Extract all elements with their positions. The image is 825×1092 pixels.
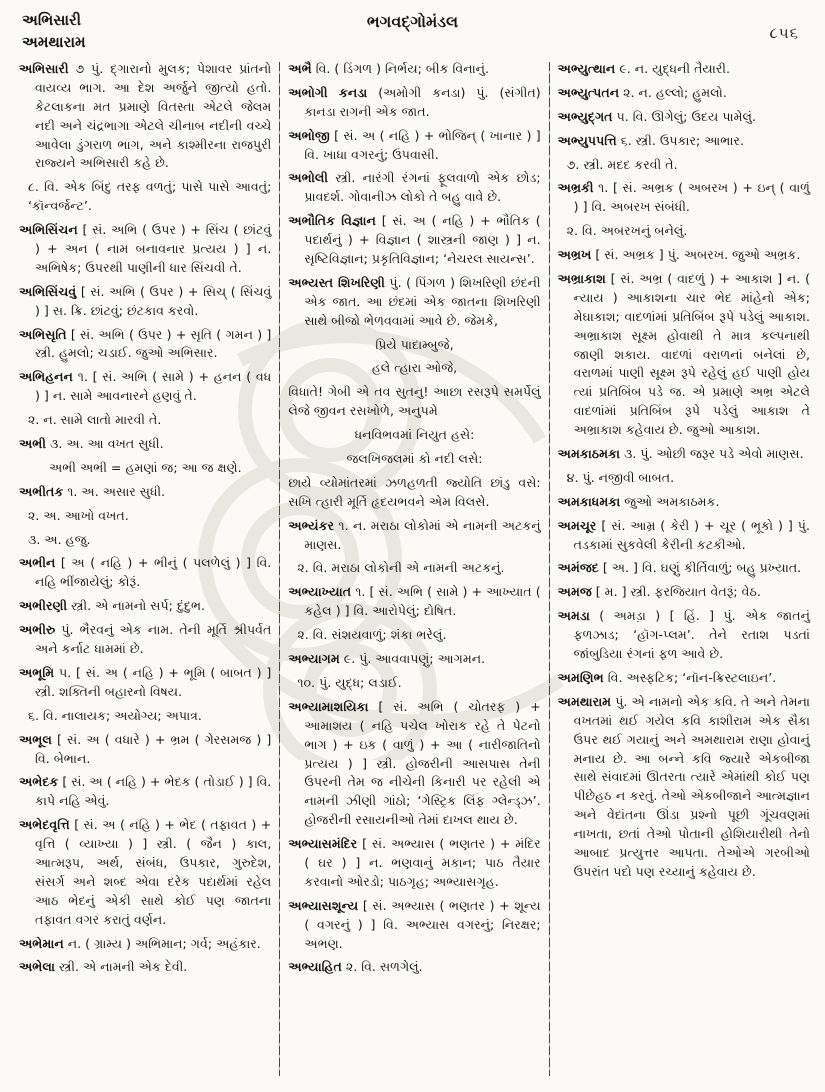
entry-headword: અભેદવૃત્તિ	[19, 817, 70, 833]
dictionary-entry	[288, 517, 540, 555]
entry-continuation	[19, 178, 271, 216]
entry-headword: અભ્યસ્ત શિખરિણી	[288, 274, 385, 290]
dictionary-entry	[288, 169, 540, 207]
entry-headword: અભિહનન	[19, 369, 73, 385]
column-divider	[549, 62, 550, 1076]
dictionary-entry	[558, 669, 810, 688]
dictionary-entry	[558, 132, 810, 151]
entry-headword: અભૂલ	[19, 731, 52, 747]
dictionary-entry	[558, 493, 810, 512]
dictionary-entry	[288, 60, 540, 79]
entry-continuation	[558, 222, 810, 241]
entry-text: [ સં. અભ્યાસ ( ભણતર ) + શૂન્ય ( વગરનું ) ] વિ. અભ્યાસ વગરનું; નિરક્ષર; અભણ.	[304, 897, 541, 951]
dictionary-entry	[558, 179, 810, 217]
dictionary-entry	[558, 270, 810, 440]
entry-headword: અભેદક	[19, 774, 59, 790]
dictionary-entry	[19, 621, 271, 659]
entry-continuation	[288, 559, 540, 578]
entry-text: ૩. પું. ઓછી જરૂર પડે એવો માણસ.	[624, 446, 804, 462]
entry-text: ૧૦. પું. યુદ્ધ; લડાઈ.	[297, 674, 402, 690]
entry-text: સ્ત્રી. એ નામનો સર્પ; દુંદુભ.	[71, 598, 206, 614]
entry-text: ૨. વિ. સંશયવાળું; શંકા ભરેલું.	[297, 627, 447, 643]
entry-headword: અભૂમિ	[19, 664, 55, 680]
entry-headword: અભ્યાસમંદિર	[288, 836, 358, 852]
entry-headword: અમજ	[557, 584, 592, 600]
entry-text: [ સં. અભ્યાસ ( ભણતર ) + મંદિર ( ઘર ) ] ન. ભણવાનું મકાન; પાઠ તૈયાર કરવાનો ઓરડો; પાઠગૃહ; અભ્યાસગૃહ.	[304, 836, 541, 889]
entry-text: ૭. સ્ત્રી. મદદ કરવી તે.	[566, 156, 678, 172]
entry-headword: અમકાઠમકા	[557, 446, 621, 462]
entry-headword: અમથારામ	[557, 693, 612, 709]
entry-text: ૨. વિ. અબરખનું બનેલું.	[566, 223, 688, 239]
entry-headword: અભીતક	[19, 483, 64, 499]
entry-headword: અમણિભ	[557, 669, 604, 685]
entry-text: [ અ ( નહિ ) + ભીનું ( પલળેલું ) ] વિ. નહિ ભીંજાયેલું; કોરૂં.	[35, 555, 272, 590]
entry-headword: અમચૂર	[557, 517, 597, 533]
dictionary-entry	[288, 212, 540, 269]
entry-headword: અભોજી	[288, 127, 330, 143]
entry-text: ધનવિભવમાં નિયુત હસે:	[354, 427, 475, 443]
entry-headword: અભીરુ	[19, 622, 56, 638]
dictionary-entry	[288, 835, 540, 892]
entry-headword: અભ્રખ	[557, 247, 592, 263]
dictionary-entry	[19, 326, 271, 364]
entry-headword: અભ્યાગમ	[288, 651, 340, 667]
entry-text: ( અમડ઼ા ) [ હિં. ] પું. એક જાતનું ફળઝાડ; ‘હૉગ-પ્લમ’. તેને રતાશ પડતાં જાંબુડિયા રંગનાં ફળ આવે છે.	[573, 608, 810, 662]
entry-headword: અમડા	[557, 608, 590, 624]
entry-continuation	[19, 531, 271, 550]
entry-text: પ્રિયે પાદામ્બુજે,	[375, 336, 454, 352]
entry-continuation	[19, 411, 271, 430]
entry-continuation	[288, 626, 540, 645]
entry-headword: અભોગી કનડા	[288, 84, 368, 100]
entry-text: ૯. ન. યુદ્ધની તૈયારી.	[619, 61, 730, 76]
entry-headword: અભોલી	[288, 170, 328, 186]
dictionary-entry	[558, 60, 810, 79]
dictionary-entry	[19, 483, 271, 502]
entry-headword: અભિસારી	[19, 61, 69, 76]
dictionary-entry	[19, 773, 271, 811]
entry-headword: અભિસિંચવું	[19, 283, 77, 299]
dictionary-entry	[288, 698, 540, 830]
book-title: ભગવદ્ગોમંડલ	[366, 12, 459, 31]
entry-headword: અભ્રાકાશ	[557, 271, 606, 287]
dictionary-entry	[19, 597, 271, 616]
dictionary-entry	[19, 664, 271, 702]
dictionary-entry	[19, 283, 271, 321]
dictionary-entry	[19, 816, 271, 929]
entry-text: સ્ત્રી. નારંગી રંગનાં ફૂલવાળો એક છોડ; પ્રાવદર્શ. ગોવાનીઝ લોકો તે બહુ વાવે છે.	[304, 170, 541, 205]
entry-text: જલખિજલમાં કો નદી લસે:	[346, 451, 483, 467]
entry-continuation	[558, 156, 810, 175]
dictionary-entry	[19, 221, 271, 278]
entry-continuation	[288, 359, 540, 378]
entry-text: [ સં. અ ( નહિ ) + ભેદક ( તોડાઈ ) ] વિ. કાપે નહિ એવું.	[35, 774, 272, 809]
dictionary-entry	[19, 435, 271, 454]
dictionary-entry	[558, 517, 810, 555]
dictionary-entry	[558, 607, 810, 664]
dictionary-entry	[19, 60, 271, 173]
entry-headword: અભેલા	[19, 959, 55, 975]
dictionary-entry	[558, 84, 810, 103]
entry-text: ૪. પું. નજીવી બાબત.	[566, 469, 675, 485]
entry-headword: અભીન	[19, 555, 56, 571]
dictionary-column-1	[12, 60, 278, 1086]
entry-text: [ સં. અભિ ( ચોતરફ ) + આમાશય ( નહિ પચેલ ખોરાક રહે તે પેટનો ભાગ ) + ઇક ( વાળું ) + આ ( નારીજાતિનો પ્રત્યય ) ] સ્ત્રી. હોજરીની આસપાસ તેની ઉપરની તેમ જ નીચેની કિનારી પર રહેલી એ નામની ઝીણી ગાંઠો; ‘ગેસ્ટ્રિક લિંફ ગ્લેન્ડ્ઝ’. હોજરીની રસાયનીઓ તેમાં દાખલ થાય છે.	[304, 698, 541, 828]
entry-continuation	[288, 336, 540, 355]
entry-text: ન. ( ગ્રામ્ય ) અભિમાન; ગર્વ; અહંકાર.	[67, 935, 261, 951]
entry-continuation	[19, 459, 271, 478]
entry-text: [ મ. ] સ્ત્રી. ફરજિયાત વેતરૂં; વેઠ.	[595, 584, 761, 600]
dictionary-entry	[288, 583, 540, 621]
entry-continuation	[288, 426, 540, 445]
entry-text: ૭ પું. દ્ગારાનો મુલક; પેશાવર પ્રાંતનો વાયવ્ય ભાગ. આ દેશ અર્જુને જીત્યો હતો. કેટલાકના મત પ્રમાણે વિતસ્તા એટલે જેલમ નદી અને ચંદ્રભાગા એટલે ચીનાબ નદીની વચ્ચે આવેલા ડુંગરાળ ભાગ, અને કાશ્મીરના રાજપુરી રાજ્યને અભિસારી કહે છે.	[35, 61, 272, 171]
entry-headword: અભ્રકી	[557, 180, 594, 196]
entry-text: હલે ત્હારા ઓજે,	[371, 360, 458, 376]
dictionary-entry	[288, 84, 540, 122]
entry-headword: અભ્યુત્થાન	[557, 61, 616, 76]
dictionary-entry	[19, 368, 271, 406]
page-header	[22, 10, 803, 58]
entry-text: ૧. [ સં. અભિ ( સામે ) + હનન ( વધ ) ] ન. સામે આવનારને હણવું તે.	[35, 369, 272, 404]
guide-word-top: અભિસારી	[22, 11, 82, 29]
entry-continuation	[288, 474, 540, 512]
dictionary-entry	[558, 108, 810, 127]
column-divider	[279, 62, 280, 1076]
entry-text: ૨. વિ. સળગેલું.	[345, 959, 423, 975]
entry-headword: અભ્યાહિત	[288, 959, 342, 975]
entry-text: ૧. ન. મરાઠા લોકોમાં એ નામની અટકનું માણસ.	[304, 517, 541, 552]
dictionary-entry	[19, 958, 271, 977]
entry-headword: અમંજદ	[557, 560, 599, 576]
entry-text: [ સં. અભિ ( ઉપર ) + સિચ્ ( સિંચવું ) ] સ. ક્રિ. છાંટવું; છંટકાવ કરવો.	[35, 283, 272, 318]
dictionary-entry	[558, 445, 810, 464]
entry-headword: અભ્યુપપત્તિ	[557, 132, 617, 148]
dictionary-entry	[19, 554, 271, 592]
entry-headword: અભ્યંકર	[288, 517, 334, 533]
entry-text: પું. ભૈરવનું એક નામ. તેની મૂર્તિ શ્રીપર્વત અને કર્નાટ ધામમાં છે.	[35, 622, 272, 657]
entry-text: ૫. વિ. ઊગેલું; ઉદય પામેલું.	[616, 108, 757, 124]
entry-text: ૫. [ સં. અ ( નહિ ) + ભૂમિ ( બાબત ) ] સ્ત્રી. શક્તિની બહારનો વિષય.	[35, 664, 272, 699]
entry-continuation	[288, 674, 540, 693]
entry-text: પું. ( પિંગળ ) શિખરિણી છંદની એક જાત. આ છંદમાં એક જાતના શિખરિણી સાથે બીજો ભેળવવામાં આવે છે. જેમકે,	[304, 274, 541, 328]
page-number: ૮૫૬	[769, 24, 799, 42]
entry-headword: અભ્યાખ્યાત	[288, 584, 352, 600]
entry-text: ૯. પું. આવવાપણું; આગમન.	[343, 651, 486, 667]
entry-headword: અભીરણી	[19, 598, 68, 614]
entry-text: [ સં. આમ્ર ( કેરી ) + ચૂર ( ભૂકો ) ] પું. તડકામાં સુકવેલી કેરીની કટકીઓ.	[573, 517, 810, 552]
dictionary-column-2	[281, 60, 547, 1086]
entry-text: [ સં. અભિ ( ઉપર ) + સૃતિ ( ગમન ) ] સ્ત્રી. હુમલો; ચડાઈ. જુઓ અભિસાર.	[35, 326, 272, 361]
entry-text: ૧. [ સં. અભ્રક ( અબરખ ) + ઇન્ ( વાળું ) ] વિ. અબરખ સંબંધી.	[573, 180, 810, 215]
entry-headword: અભ્યામાશયિકા	[288, 698, 369, 714]
entry-continuation	[288, 383, 540, 421]
entry-continuation	[558, 469, 810, 488]
entry-text: ૧. અ. અસાર સુધી.	[67, 483, 166, 499]
dictionary-entry	[19, 731, 271, 769]
entry-text: સ્ત્રી. એ નામની એક દેવી.	[58, 959, 188, 975]
columns-container	[12, 60, 817, 1086]
entry-text: પું. એ નામનો એક કવિ. તે અને તેમના વખતમાં થઈ ગયેલ કવિ કાશીરામ એક સૈકા ઉપર થઈ ગયાનું અને અમથારામ રાણા હોવાનું મનાય છે. આ બન્ને કવિ જ્યારે એકબીજા સાથે સંવાદમાં ઊતરતા ત્યારે એમાંથી કોઈ પણ પીછેહઠ ન કરતું. તેઓ એકબીજાને આત્મજ્ઞાન અને વેદાંતના ઊંડા પ્રશ્નો પૂછી ગૂંચવણમાં નાખતા, છતાં તેઓ પોતાની હોશિયારીથી તેનો આબાદ પ્રત્યુત્તર આપતા. તેઓએ ગરબીઓ ઉપરાંત પદો પણ રચ્યાનું કહેવાય છે.	[573, 693, 810, 879]
dictionary-entry	[288, 274, 540, 331]
dictionary-entry	[558, 559, 810, 578]
dictionary-entry	[288, 127, 540, 165]
entry-text: [ સં. અ ( વધારે ) + ભ્રમ ( ગેરસમજ ) ] વિ. બેભાન.	[35, 731, 272, 766]
entry-text: છાયે વ્યોમાંતરમાં ઝળહળતી જ્યોતિ છાંડુ વસે: સખિ ત્હારી મૂર્તિ હૃદયભવને એમ વિલસે.	[288, 474, 541, 509]
entry-text: [ સં. અ ( નહિ ) + ભેદ ( તફાવત ) + વૃત્તિ ( વ્યાખ્યા ) ] સ્ત્રી. ( જૈન ) કાલ, આત્મરૂપ, અર્થ, સંબંધ, ઉપકાર, ગુરુદેશ, સંસર્ગ અને શબ્દ એવા દરેક પદાર્થમાં રહેલ આઠ ભેદનું એકી સાથે કોઈ પણ જાતના તફાવત વગર કરાતું વર્ણન.	[35, 817, 272, 927]
entry-continuation	[288, 450, 540, 469]
entry-text: ૩. અ. આ વખત સુધી.	[49, 436, 164, 452]
dictionary-entry	[558, 583, 810, 602]
entry-text: ૬. સ્ત્રી. ઉપકાર; આભાર.	[620, 132, 744, 148]
entry-headword: અભી	[19, 436, 46, 452]
entry-text: ૨. વિ. મરાઠા લોકોની એ નામની અટકનું.	[297, 560, 505, 576]
dictionary-entry	[558, 246, 810, 265]
entry-continuation	[19, 707, 271, 726]
dictionary-column-3	[551, 60, 817, 1086]
entry-text: ૩. અ. હજુ.	[28, 531, 91, 547]
dictionary-entry	[288, 650, 540, 669]
entry-text: [ સં. અ ( નહિ ) + ભૌતિક ( પદાર્થનું ) + વિજ્ઞાન ( શાસ્ત્રની જાણ ) ] ન. સૃષ્ટિવિજ્ઞાન; પ્રકૃતિવિજ્ઞાન; ‘નેચરલ સાયન્સ’.	[304, 213, 541, 267]
entry-headword: અભિસૃતિ	[19, 326, 67, 342]
entry-text: [ અ. ] વિ. ઘણું કીર્તિવાળું; બહુ પ્રખ્યાત.	[602, 560, 802, 576]
dictionary-entry	[558, 693, 810, 882]
entry-text: ૧. [ સં. અભિ ( સામે ) + આખ્યાત ( કહેલ ) ] વિ. આરોપેલું; દોષિત.	[304, 584, 541, 619]
entry-text: ૬. વિ. નાલાયક; અયોગ્ય; અપાત્ર.	[28, 707, 202, 723]
entry-headword: અભૈ	[288, 61, 312, 76]
entry-text: [ સં. અ ( નહિ ) + ભોજિન્ ( ખાનાર ) ] વિ. ખાધા વગરનું; ઉપવાસી.	[304, 127, 541, 162]
guide-word-bottom: અમથારામ	[22, 32, 86, 51]
entry-continuation	[19, 507, 271, 526]
entry-text: ૨. ન. હલ્લો; હુમલો.	[623, 84, 727, 100]
entry-headword: અભ્યાસશૂન્ય	[288, 897, 359, 913]
entry-headword: અભ્યુત્પતન	[557, 84, 620, 100]
entry-headword: અભિસિંચન	[19, 222, 78, 238]
entry-text: ૨. અ. આખો વખત.	[28, 507, 129, 523]
dictionary-entry	[288, 897, 540, 954]
entry-text: [ સં. અભિ ( ઉપર ) + સિંચ ( છાંટવું ) + અન ( નામ બનાવનાર પ્રત્યય ) ] ન. અભિષેક; ઉપરથી પાણીની ધાર સિંચવી તે.	[35, 222, 272, 275]
entry-headword: અભ્યુદ્ગત	[557, 108, 613, 124]
dictionary-entry	[288, 958, 540, 977]
entry-headword: અભૌતિક વિજ્ઞાન	[288, 213, 376, 229]
entry-text: જુઓ અમકાઠમક.	[624, 493, 720, 509]
entry-text: વિધાતે! ગેબી એ તવ સુતનુ! આછા રસરૂપે સમર્પેલું લેજે જીવન રસખોળે, અનુપમે	[288, 384, 541, 419]
entry-text: અભી અભી = હમણાં જ; આ જ ક્ષણે.	[49, 459, 242, 475]
entry-text: ૮. વિ. એક બિંદુ તરફ વળતું; પાસે પાસે આવતું; ‘કૉન્વર્જન્ટ’.	[28, 179, 272, 214]
entry-headword: અભેમાન	[19, 935, 64, 951]
entry-text: (અમોગી કનડા) પું. (સંગીત) કાનડા રાગની એક જાત.	[304, 84, 541, 119]
dictionary-entry	[19, 935, 271, 954]
entry-text: વિ. અસ્ફટિક; ‘નૉન-ક્રિસ્ટલાઇન’.	[607, 669, 777, 685]
entry-text: વિ. ( ડિંગળ ) નિર્ભય; બીક વિનાનું.	[315, 61, 490, 76]
entry-headword: અમકાધમકા	[557, 493, 621, 509]
entry-text: [ સં. અભ્રક ] પું. અબરખ. જુઓ અભ્રક.	[595, 247, 801, 263]
entry-text: [ સં. અભ્ર ( વાદળું ) + આકાશ ] ન. ( ન્યાય ) આકાશના ચાર ભેદ માંહેનો એક; મેઘાકાશ; વાદળાંમાં પ્રતિબિંબ રૂપે પડેલું આકાશ. અભ્રાકાશ સૂક્ષ્મ હોવાથી તે માત્ર કલ્પનાથી જાણી શકાય. વાદળાં વરાળનાં બનેલાં છે, વરાળમાં પાણી સૂક્ષ્મ રૂપે રહેલું હઈ પાણી હોય ત્યાં પ્રતિબિંબ પડે જ. એ પ્રમાણે અભ્ર એટલે વાદળાંમાં પ્રતિબિંબ રૂપે પડેલું આકાશ તે અભ્રાકાશ કહેવાય છે. જુઓ આકાશ.	[573, 271, 810, 438]
entry-text: ૨. ન. સામે લાતો મારવી તે.	[28, 412, 162, 428]
